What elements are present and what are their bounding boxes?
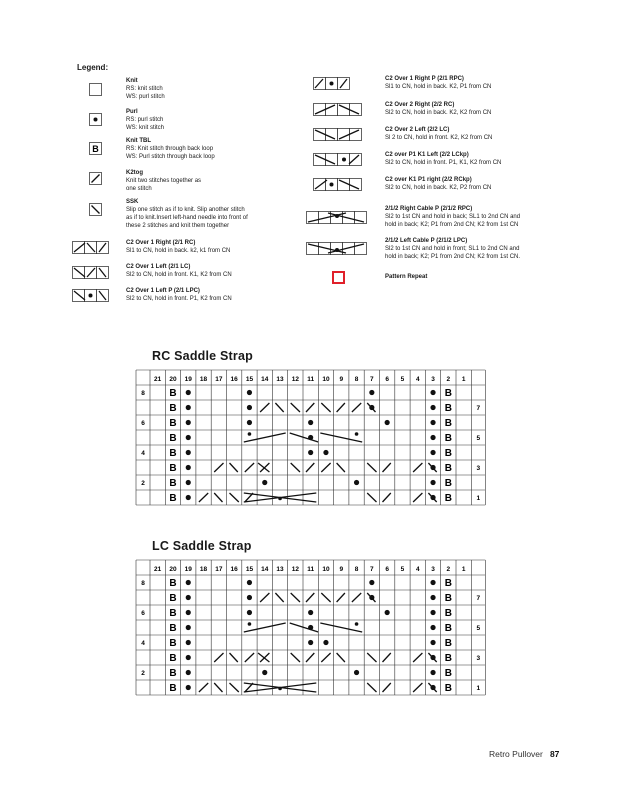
knit-tbl-icon: B [444, 683, 452, 694]
legend-item-desc: Knit two stitches together as one stitch [126, 178, 202, 192]
knit-tbl-icon: B [169, 623, 177, 634]
column-number: 8 [354, 376, 359, 383]
svg-text:B: B [92, 144, 99, 154]
purl-dot-icon [430, 390, 435, 395]
column-number: 9 [339, 566, 344, 573]
legend-item-desc: Sl1 to CN, hold in back. K2, P1 from CN [385, 84, 492, 90]
cable-stroke [230, 493, 239, 502]
knit-tbl-icon: B [169, 668, 177, 679]
column-number: 7 [370, 376, 374, 383]
cable-stroke [367, 683, 376, 692]
legend-item-name: C2 over K1 P1 right (2/2 RCkp) [385, 177, 472, 183]
purl-dot-icon [247, 610, 252, 615]
row-number: 7 [476, 595, 481, 602]
legend-item-name: Purl [126, 109, 138, 115]
cable-stroke [291, 403, 300, 412]
row-number: 3 [476, 655, 481, 662]
knit-tbl-icon: B [444, 388, 452, 399]
column-number: 11 [307, 566, 315, 573]
legend-item-desc: RS: Knit stitch through back loop WS: Purl stitch through back loop [126, 146, 215, 160]
column-number: 10 [322, 376, 330, 383]
legend-item-name: Knit [126, 78, 138, 84]
k2tog-symbol-icon [89, 172, 102, 185]
legend-item-name: 2/1/2 Left Cable P (2/1/2 LPC) [385, 238, 468, 244]
footer-title: Retro Pullover [489, 749, 543, 759]
purl-dot-icon [369, 390, 374, 395]
chart-title: LC Saddle Strap [152, 539, 252, 553]
knit-symbol-icon [89, 83, 102, 96]
cable-stroke [321, 653, 330, 662]
row-number: 1 [476, 685, 481, 692]
cable-stroke [321, 463, 330, 472]
column-number: 16 [230, 566, 238, 573]
c22rc-symbol-icon [313, 103, 362, 116]
purl-dot-icon [248, 432, 252, 436]
knit-tbl-icon: B [169, 478, 177, 489]
column-number: 5 [400, 566, 405, 573]
legend-item-desc: Sl1 to CN, hold in back. k2, k1 from CN [126, 248, 231, 254]
cable-stroke [260, 403, 269, 412]
legend-item-desc: Sl2 to 1st CN and hold in back; SL1 to 2nd CN and hold in back; K2; P1 from 2nd CN; K2 from 1st CN [385, 214, 521, 228]
purl-dot-icon [369, 580, 374, 585]
cable-stroke [337, 593, 345, 602]
purl-dot-icon [430, 610, 435, 615]
cable-stroke [245, 653, 254, 662]
cable-stroke [275, 403, 283, 412]
cable-stroke [214, 463, 223, 472]
column-number: 1 [461, 566, 466, 573]
column-number: 12 [291, 376, 299, 383]
knit-tbl-icon: B [169, 448, 177, 459]
purl-dot-icon [430, 435, 435, 440]
knit-tbl-icon: B [169, 593, 177, 604]
cable-stroke [291, 653, 300, 662]
column-number: 13 [276, 566, 284, 573]
purl-dot-icon [430, 625, 435, 630]
column-number: 15 [245, 376, 254, 383]
purl-dot-icon [186, 450, 191, 455]
purl-dot-icon [247, 405, 252, 410]
purl-dot-icon [247, 595, 252, 600]
cable-stroke [291, 463, 300, 472]
column-number: 14 [261, 376, 269, 383]
knit-tbl-icon: B [169, 653, 177, 664]
legend-item-desc: Sl2 to CN, hold in front. P1, K1, K2 from CN [385, 160, 502, 166]
knit-tbl-icon: B [444, 493, 452, 504]
cable-stroke [214, 683, 222, 692]
legend-item-desc: Sl2 to CN, hold in front. K1, K2 from CN [126, 272, 232, 278]
purl-dot-icon [186, 685, 191, 690]
purl-dot-icon [186, 465, 191, 470]
knit-tbl-icon: B [444, 463, 452, 474]
row-number: 2 [141, 670, 145, 677]
knit-tbl-icon: B [444, 403, 452, 414]
legend-item-name: C2 Over 1 Left P (2/1 LPC) [126, 288, 200, 294]
cable-stroke [306, 463, 314, 472]
tbl-symbol-icon [89, 142, 102, 155]
purl-dot-icon [278, 497, 282, 501]
column-number: 19 [184, 376, 192, 383]
legend-item-name: Knit TBL [126, 138, 151, 144]
row-number: 7 [476, 405, 481, 412]
cable-stroke [306, 653, 314, 662]
purl-dot-icon [308, 610, 313, 615]
purl-dot-icon [430, 640, 435, 645]
column-number: 1 [461, 376, 466, 383]
cable-stroke [290, 623, 319, 632]
column-number: 11 [307, 376, 315, 383]
legend-item-desc: Slip one stitch as if to knit. Slip another stitch as if to knit.Insert left-hand needle into front of these 2 stitches and knit them together [126, 207, 248, 229]
purl-dot-icon [308, 640, 313, 645]
cable-stroke [230, 653, 238, 662]
column-number: 16 [230, 376, 238, 383]
legend-item-desc: Sl2 to CN, hold in back. K2, P2 from CN [385, 185, 492, 191]
cable-stroke [383, 463, 391, 472]
cable-stroke [352, 593, 361, 602]
page-number: 87 [549, 749, 560, 759]
column-number: 5 [400, 376, 405, 383]
cable-stroke [290, 433, 319, 442]
knit-tbl-icon: B [169, 493, 177, 504]
purl-dot-icon [247, 580, 252, 585]
column-number: 20 [169, 376, 177, 383]
knit-tbl-icon: B [169, 638, 177, 649]
pattern-repeat-icon [332, 271, 345, 284]
purl-dot-icon [186, 405, 191, 410]
cable-stroke [321, 403, 330, 412]
legend-item-name: C2 Over 1 Left (2/1 LC) [126, 264, 191, 270]
cable-stroke [367, 653, 376, 662]
knit-tbl-icon: B [169, 388, 177, 399]
row-number: 8 [141, 580, 145, 587]
column-number: 18 [199, 376, 208, 383]
knit-tbl-icon: B [169, 433, 177, 444]
purl-dot-icon [248, 622, 252, 626]
row-number: 4 [141, 640, 145, 647]
legend-item-desc: Sl2 to CN, hold in back. K2, K2 from CN [385, 110, 492, 116]
legend-item-name: Pattern Repeat [385, 274, 428, 280]
purl-dot-icon [430, 405, 435, 410]
row-number: 8 [141, 390, 145, 397]
purl-dot-icon [186, 495, 191, 500]
purl-dot-icon [262, 670, 267, 675]
column-number: 2 [446, 376, 451, 383]
purl-dot-icon [430, 670, 435, 675]
purl-dot-icon [430, 465, 435, 470]
purl-dot-icon [430, 655, 435, 660]
column-number: 3 [431, 566, 435, 573]
cable-stroke [337, 403, 345, 412]
purl-dot-icon [186, 640, 191, 645]
purl-dot-icon [186, 595, 191, 600]
c212lpc-symbol-icon [306, 242, 367, 255]
knit-tbl-icon: B [444, 653, 452, 664]
knit-tbl-icon: B [444, 668, 452, 679]
column-number: 6 [385, 566, 389, 573]
purl-dot-icon [186, 580, 191, 585]
c21rc-symbol-icon [72, 241, 109, 254]
cable-stroke [383, 653, 391, 662]
column-number: 6 [385, 376, 389, 383]
purl-dot-icon [354, 670, 359, 675]
knit-tbl-icon: B [169, 403, 177, 414]
purl-dot-icon [278, 687, 282, 691]
purl-dot-icon [354, 480, 359, 485]
column-number: 10 [322, 566, 330, 573]
cable-stroke [413, 463, 422, 472]
column-number: 17 [215, 376, 223, 383]
page-footer [489, 749, 559, 759]
column-number: 17 [215, 566, 223, 573]
legend-item-name: C2 Over 1 Right P (2/1 RPC) [385, 76, 464, 82]
legend-item-name: C2 Over 1 Right (2/1 RC) [126, 240, 196, 246]
cable-stroke [199, 683, 208, 692]
knit-tbl-icon: B [444, 448, 452, 459]
knit-tbl-icon: B [444, 623, 452, 634]
knit-tbl-icon: B [169, 463, 177, 474]
purl-dot-icon [186, 435, 191, 440]
cable-stroke [291, 593, 300, 602]
c21lc-symbol-icon [72, 266, 109, 279]
purl-dot-icon [262, 480, 267, 485]
column-number: 21 [154, 376, 162, 383]
legend-item-desc: Sl2 to CN, hold in front. P1, K2 from CN [126, 296, 232, 302]
knit-tbl-icon: B [169, 683, 177, 694]
row-number: 4 [141, 450, 145, 457]
c22lc-symbol-icon [313, 128, 362, 141]
c21rpc-symbol-icon [313, 77, 350, 90]
purl-dot-icon [186, 390, 191, 395]
knitting-chart-grid [0, 559, 618, 729]
ssk-symbol-icon [89, 203, 102, 216]
legend-item-desc: Sl 2 to CN, hold in front. K2, K2 from CN [385, 135, 493, 141]
legend-item-name: SSK [126, 199, 139, 205]
purl-dot-icon [186, 480, 191, 485]
legend-item-name: K2tog [126, 170, 143, 176]
legend-item-name: C2 Over 2 Left (2/2 LC) [385, 127, 450, 133]
purl-dot-icon [430, 420, 435, 425]
purl-dot-icon [385, 420, 390, 425]
legend-item-desc: Sl2 to 1st CN and hold in front; SL1 to 2nd CN and hold in back; K2; P1 from 2nd CN; K2 from 1st CN. [385, 246, 521, 260]
column-number: 8 [354, 566, 359, 573]
purl-dot-icon [186, 420, 191, 425]
column-number: 19 [184, 566, 192, 573]
cable-stroke [245, 463, 254, 472]
c22rckp-symbol-icon [313, 178, 362, 191]
purl-dot-icon [186, 625, 191, 630]
legend-item-name: C2 Over 2 Right (2/2 RC) [385, 102, 455, 108]
purl-dot-icon [369, 405, 374, 410]
column-number: 7 [370, 566, 374, 573]
cable-stroke [214, 493, 222, 502]
column-number: 12 [291, 566, 299, 573]
knit-tbl-icon: B [169, 608, 177, 619]
cable-stroke [275, 593, 283, 602]
cable-stroke [413, 683, 422, 692]
knit-tbl-icon: B [444, 578, 452, 589]
knit-tbl-icon: B [444, 433, 452, 444]
knit-tbl-icon: B [444, 638, 452, 649]
row-number: 5 [476, 625, 481, 632]
purl-dot-icon [308, 450, 313, 455]
cable-stroke [383, 493, 391, 502]
cable-stroke [306, 403, 314, 412]
purl-dot-icon [323, 640, 328, 645]
column-number: 13 [276, 376, 284, 383]
purl-dot-icon [247, 390, 252, 395]
cable-stroke [367, 493, 376, 502]
legend-item-desc: RS: purl stitch WS: knit stitch [126, 117, 165, 131]
knit-tbl-icon: B [444, 418, 452, 429]
knit-tbl-icon: B [444, 608, 452, 619]
cable-stroke [260, 593, 269, 602]
row-number: 1 [476, 495, 481, 502]
row-number: 5 [476, 435, 481, 442]
purl-dot-icon [430, 450, 435, 455]
chart-title: RC Saddle Strap [152, 349, 253, 363]
column-number: 14 [261, 566, 269, 573]
column-number: 4 [415, 566, 420, 573]
column-number: 2 [446, 566, 451, 573]
legend-item-name: 2/1/2 Right Cable P (2/1/2 RPC) [385, 206, 473, 212]
cable-stroke [367, 463, 376, 472]
purl-dot-icon [323, 450, 328, 455]
cable-stroke [337, 463, 345, 472]
column-number: 3 [431, 376, 435, 383]
watermark-text: PassionForum.ru [516, 786, 593, 797]
column-number: 15 [245, 566, 254, 573]
legend-item-desc: RS: knit stitch WS: purl stitch [126, 86, 165, 100]
purl-dot-icon [186, 610, 191, 615]
purl-dot-icon [186, 670, 191, 675]
cable-stroke [337, 653, 345, 662]
column-number: 20 [169, 566, 177, 573]
row-number: 3 [476, 465, 481, 472]
knit-tbl-icon: B [444, 593, 452, 604]
purl-dot-icon [385, 610, 390, 615]
purl-symbol-icon [89, 113, 102, 126]
column-number: 9 [339, 376, 344, 383]
column-number: 18 [199, 566, 208, 573]
row-number: 2 [141, 480, 145, 487]
cable-stroke [230, 683, 239, 692]
cable-stroke [199, 493, 208, 502]
column-number: 21 [154, 566, 162, 573]
purl-dot-icon [186, 655, 191, 660]
column-number: 4 [415, 376, 420, 383]
purl-dot-icon [430, 480, 435, 485]
purl-dot-icon [247, 420, 252, 425]
cable-stroke [352, 403, 361, 412]
purl-dot-icon [308, 420, 313, 425]
purl-dot-icon [369, 595, 374, 600]
legend-item-name: C2 over P1 K1 Left (2/2 LCkp) [385, 152, 469, 158]
row-number: 6 [141, 610, 145, 617]
row-number: 6 [141, 420, 145, 427]
cable-stroke [413, 493, 422, 502]
c22lckp-symbol-icon [313, 153, 362, 166]
purl-dot-icon [355, 432, 359, 436]
purl-dot-icon [430, 595, 435, 600]
c212rpc-symbol-icon [306, 211, 367, 224]
cable-stroke [230, 463, 238, 472]
c21lpc-symbol-icon [72, 289, 109, 302]
purl-dot-icon [430, 685, 435, 690]
purl-dot-icon [355, 622, 359, 626]
knitting-chart-grid [0, 369, 618, 539]
knit-tbl-icon: B [169, 418, 177, 429]
purl-dot-icon [430, 580, 435, 585]
cable-stroke [383, 683, 391, 692]
knit-tbl-icon: B [169, 578, 177, 589]
cable-stroke [214, 653, 223, 662]
cable-stroke [413, 653, 422, 662]
purl-dot-icon [430, 495, 435, 500]
cable-stroke [321, 593, 330, 602]
cable-stroke [306, 593, 314, 602]
legend-title: Legend: [77, 63, 109, 72]
knit-tbl-icon: B [444, 478, 452, 489]
